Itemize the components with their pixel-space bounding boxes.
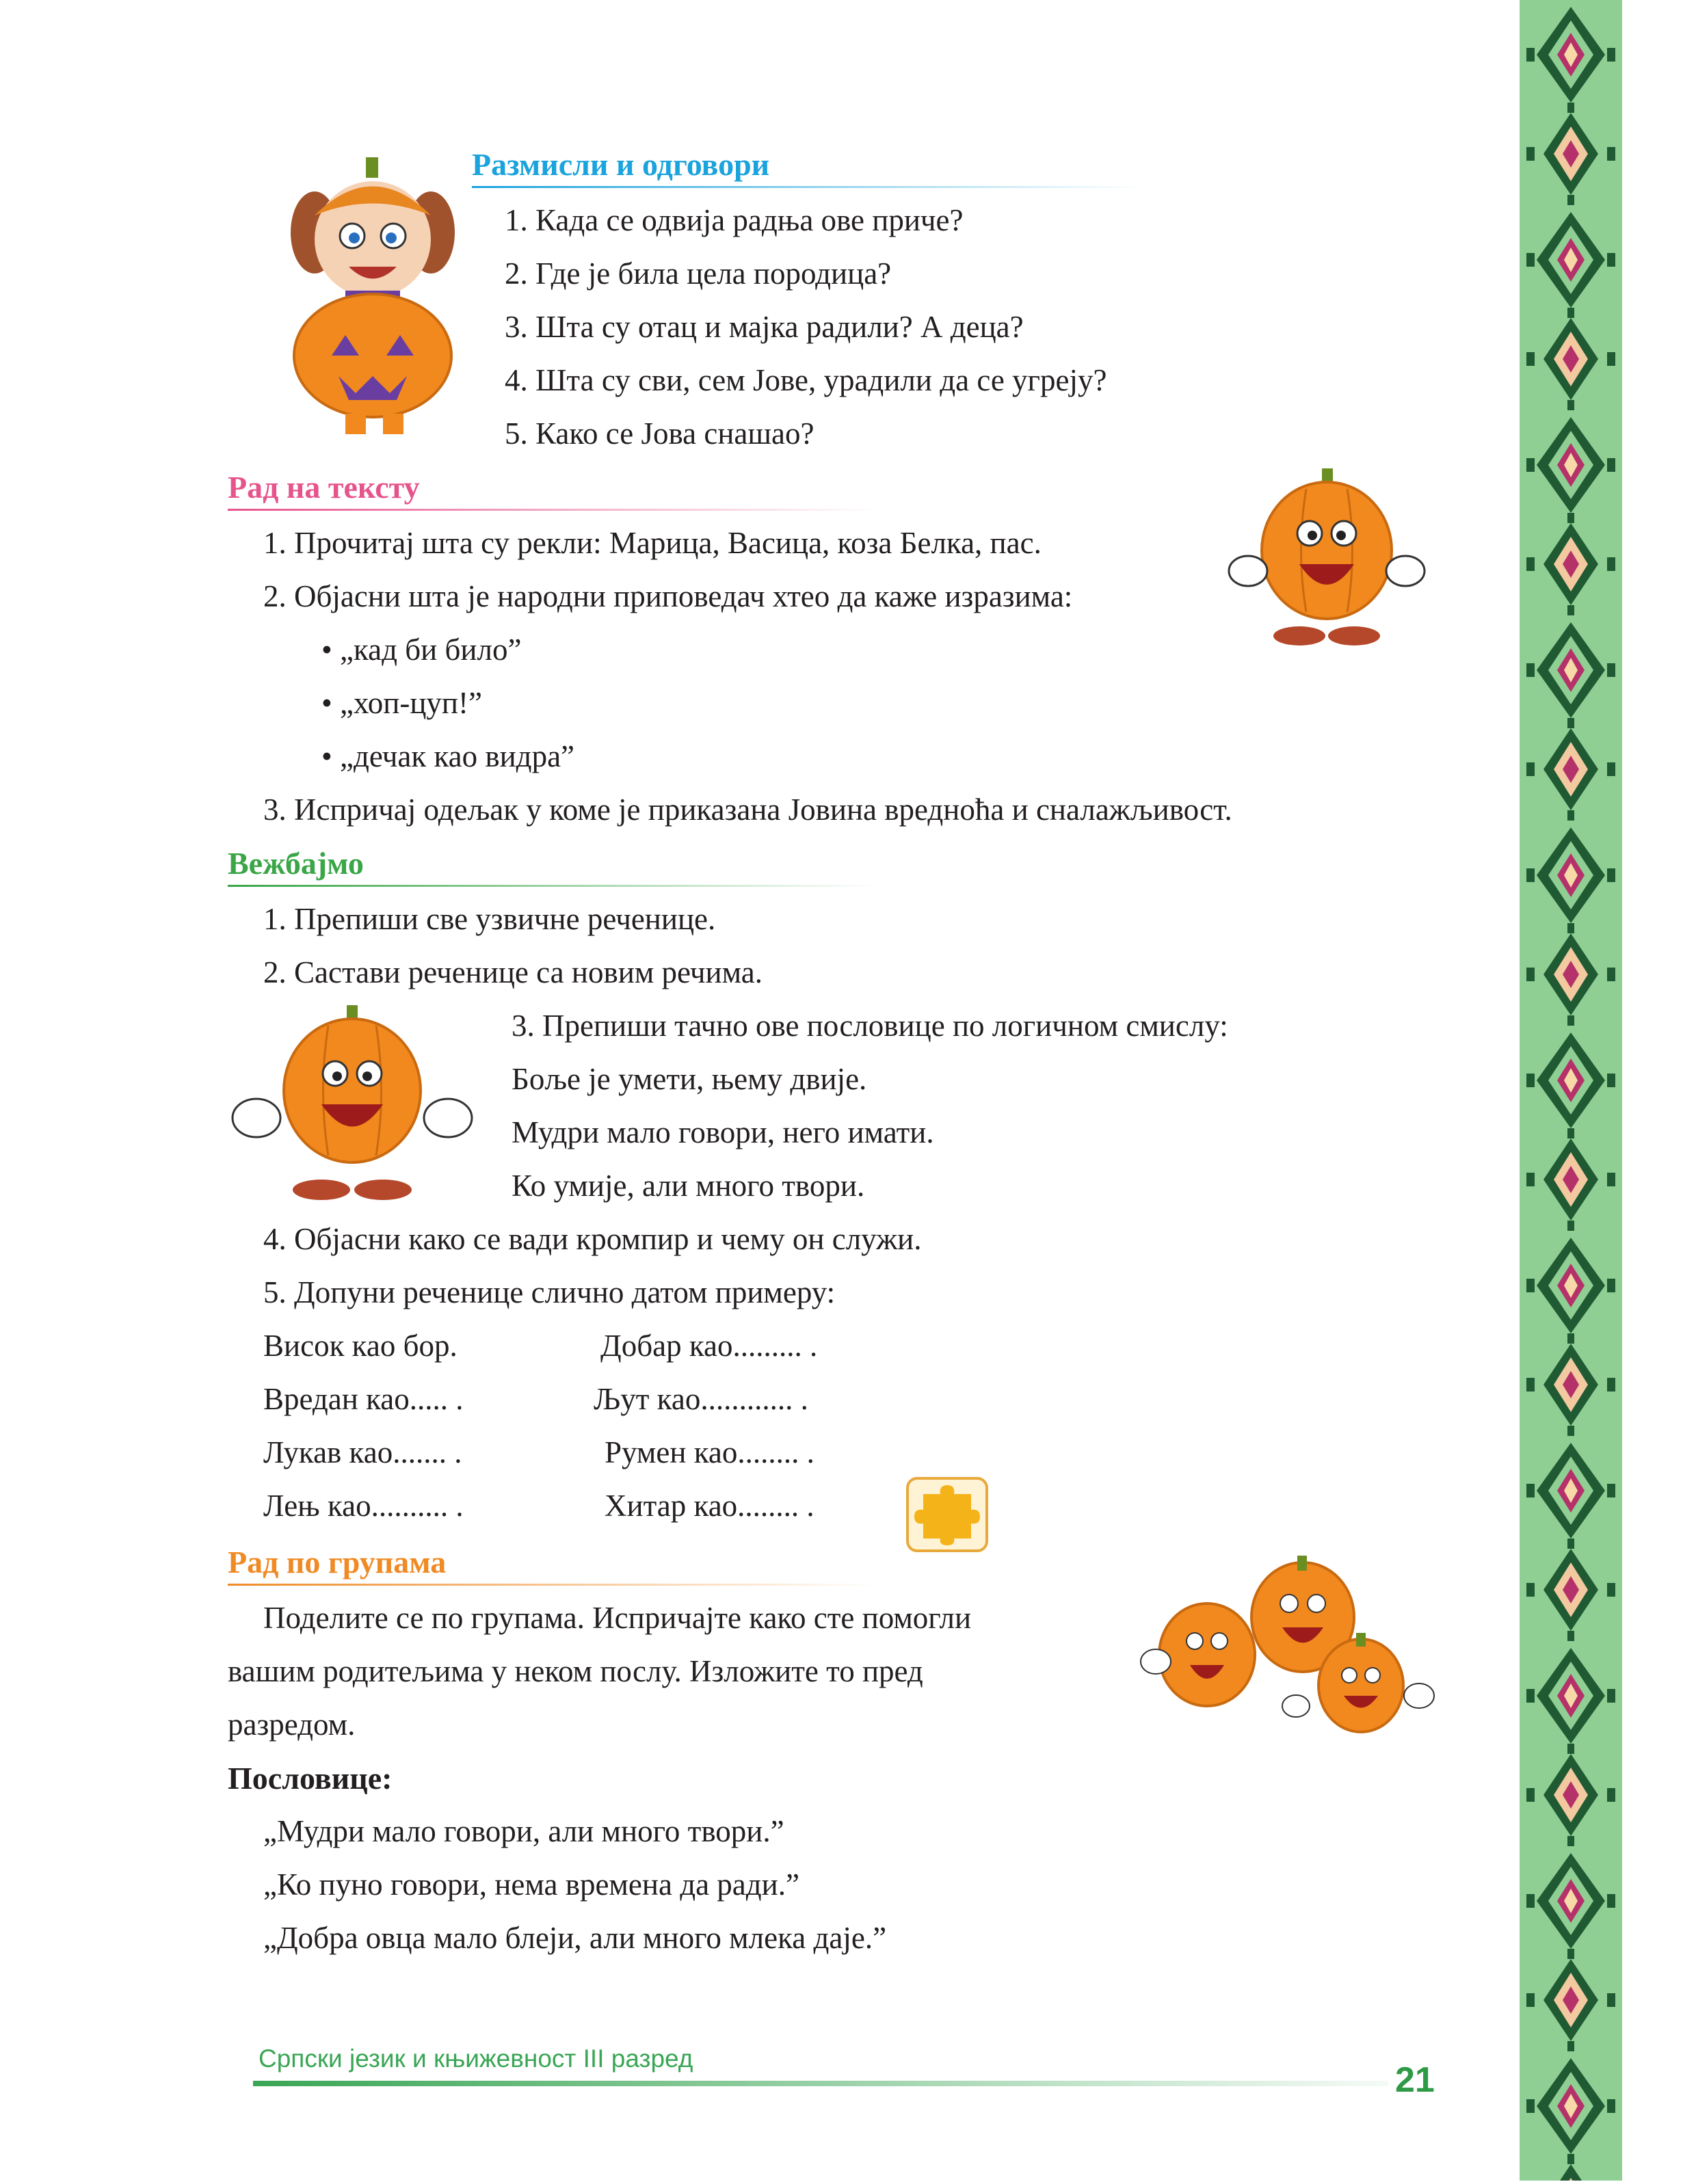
- proverb-line: Ко умије, али много твори.: [512, 1169, 865, 1203]
- heading-razmisli: Размисли и одговори: [472, 147, 770, 182]
- grid-cell: Хитар као........ .: [605, 1489, 814, 1523]
- grid-cell: Висок као бор.: [263, 1329, 458, 1363]
- heading-underline: [228, 1584, 877, 1586]
- heading-underline: [228, 885, 877, 887]
- bullet-item: • „хоп-цуп!”: [321, 686, 482, 720]
- heading-rad-na-tekstu: Рад на тексту: [228, 470, 420, 505]
- proverb-line: Боље је умети, њему двије.: [512, 1062, 867, 1096]
- pumpkin-character-icon: [1228, 468, 1426, 653]
- bullet-item: • „кад би било”: [321, 632, 522, 667]
- paragraph-line: вашим родитељима у неком послу. Изложите то пред: [228, 1654, 923, 1688]
- proverb-line: „Добра овца мало блеји, али много млека даје.”: [263, 1921, 887, 1955]
- proverb-line: Мудри мало говори, него имати.: [512, 1115, 934, 1149]
- bullet-item: • „дечак као видра”: [321, 739, 575, 773]
- list-item: 5. Допуни реченице слично датом примеру:: [263, 1275, 836, 1309]
- decorative-border: [1520, 0, 1622, 2181]
- heading-vezbajmo: Вежбајмо: [228, 846, 364, 881]
- list-item: 5. Како се Јова снашао?: [505, 416, 814, 451]
- list-item: 1. Препиши све узвичне реченице.: [263, 902, 716, 936]
- footer-book-title: Српски језик и књижевност III разред: [259, 2045, 693, 2073]
- list-item: 4. Шта су сви, сем Јове, урадили да се угреју?: [505, 363, 1107, 397]
- proverb-line: „Мудри мало говори, али много твори.”: [263, 1814, 784, 1848]
- list-item: 3. Препиши тачно ове пословице по логичном смислу:: [512, 1009, 1228, 1043]
- pumpkin-group-icon: [1139, 1552, 1440, 1754]
- list-item: 2. Објасни шта је народни приповедач хтео да каже изразима:: [263, 579, 1073, 613]
- heading-underline: [228, 509, 877, 511]
- list-item: 2. Састави реченице са новим речима.: [263, 955, 763, 989]
- footer-rule: [253, 2081, 1388, 2086]
- list-item: 3. Шта су отац и мајка радили? А деца?: [505, 310, 1024, 344]
- grid-cell: Љут као............ .: [594, 1382, 808, 1416]
- page-number: 21: [1395, 2060, 1435, 2100]
- heading-poslovice: Пословице:: [228, 1761, 393, 1796]
- folk-ornament-icon: [1520, 0, 1622, 2181]
- paragraph-line: Поделите се по групама. Испричајте како сте помогли: [263, 1601, 972, 1635]
- grid-cell: Лењ као.......... .: [263, 1489, 464, 1523]
- pumpkin-character-icon: [229, 1005, 475, 1207]
- heading-rad-po-grupama: Рад по групама: [228, 1545, 447, 1580]
- proverb-line: „Ко пуно говори, нема времена да ради.”: [263, 1867, 799, 1902]
- list-item: 1. Прочитај шта су рекли: Марица, Васица, коза Белка, пас.: [263, 526, 1042, 560]
- puzzle-piece-icon: [906, 1477, 988, 1556]
- list-item: 2. Где је била цела породица?: [505, 256, 892, 291]
- paragraph-line: разредом.: [228, 1707, 356, 1742]
- girl-pumpkin-icon: [280, 150, 465, 441]
- grid-cell: Лукав као....... .: [263, 1435, 462, 1469]
- grid-cell: Вредан као..... .: [263, 1382, 464, 1416]
- list-item: 1. Када се одвија радња ове приче?: [505, 203, 964, 237]
- heading-underline: [472, 186, 1142, 188]
- grid-cell: Добар као......... .: [600, 1329, 818, 1363]
- grid-cell: Румен као........ .: [605, 1435, 814, 1469]
- list-item: 4. Објасни како се вади кромпир и чему он служи.: [263, 1222, 922, 1256]
- list-item: 3. Испричај одељак у коме је приказана Јовина вредноћа и сналажљивост.: [263, 793, 1232, 827]
